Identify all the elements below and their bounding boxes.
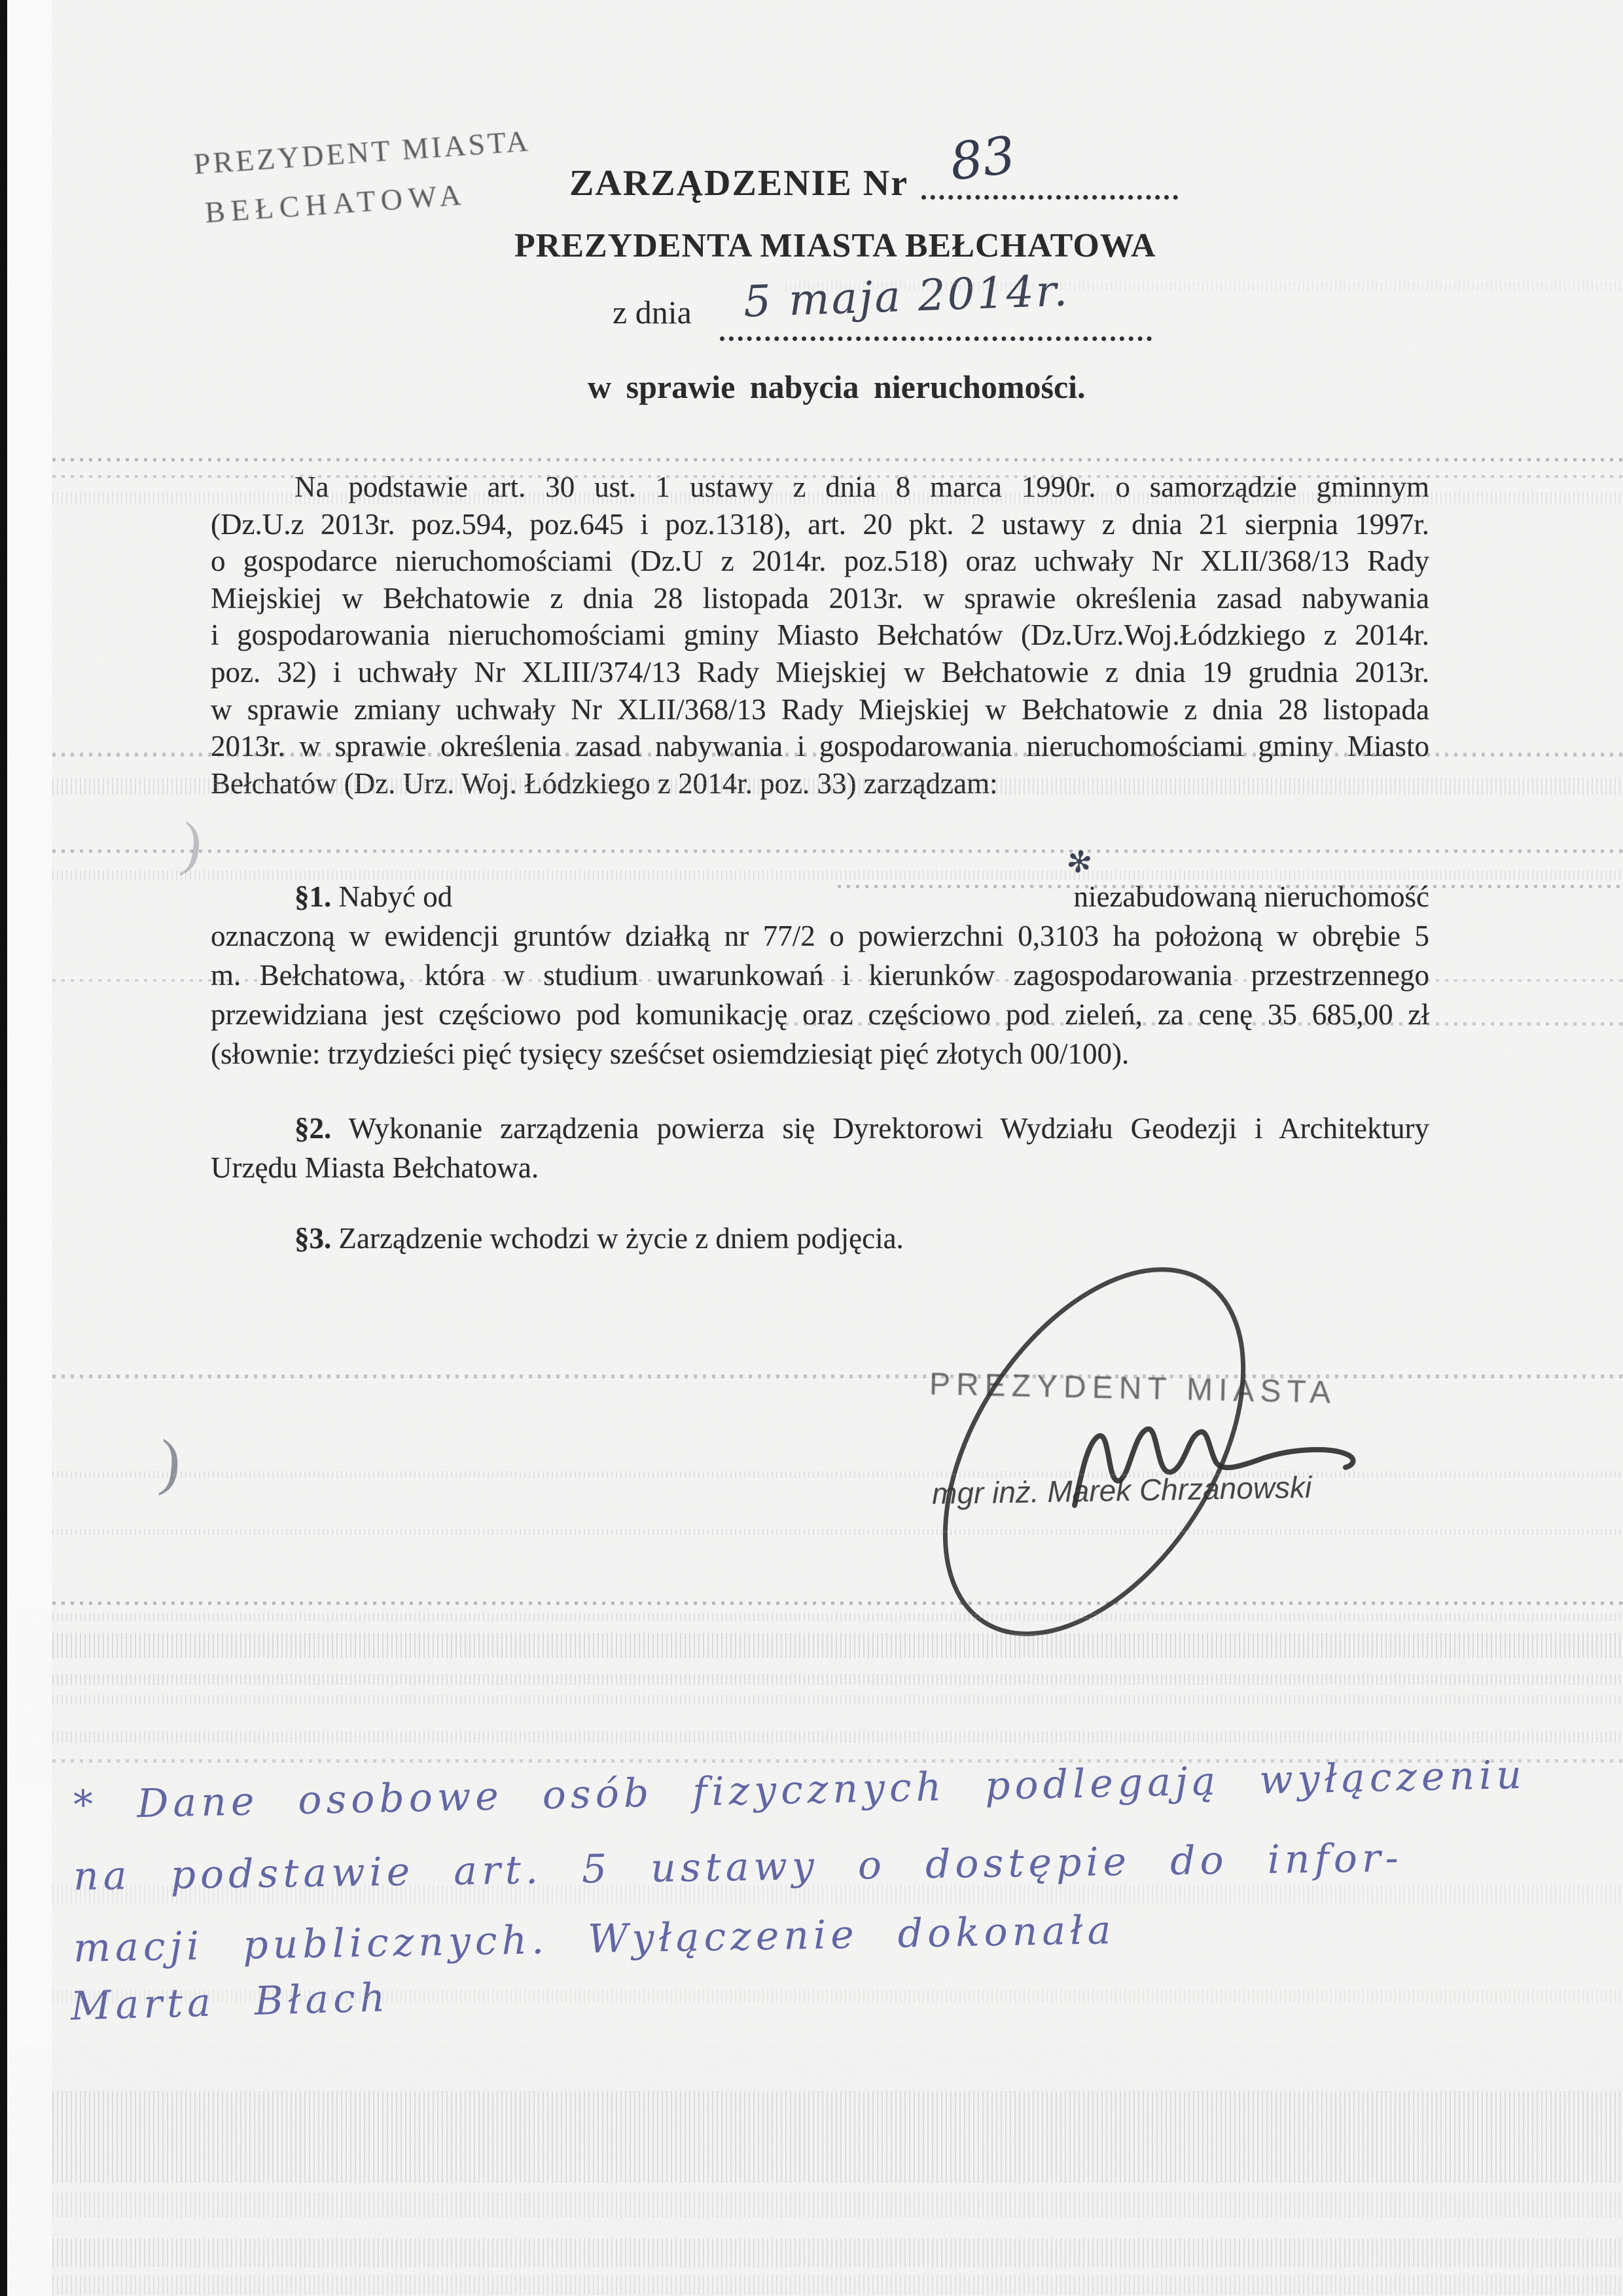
preamble-line: Na podstawie art. 30 ust. 1 ustawy z dnia 8 marca 1990r. o samorządzie gminnym [294,471,1429,503]
preamble-line: Miejskiej w Bełchatowie z dnia 28 listopada 2013r. w sprawie określenia zasad nabywania [211,581,1429,615]
ordinance-title: ZARZĄDZENIE Nr [569,163,909,204]
section-2-first-line [211,1109,1429,1148]
section-3-label: §3. [294,1222,332,1255]
scan-artifact-band [52,2238,1623,2267]
preamble-line: (Dz.U.z 2013r. poz.594, poz.645 i poz.1318), art. 20 pkt. 2 ustawy z dnia 21 sierpnia 1997r. [211,507,1429,541]
section-1-line: oznaczoną w ewidencji gruntów działką nr 77/2 o powierzchni 0,3103 ha położoną w obrębie 5 [211,920,1429,952]
preamble-line: 2013r. w sprawie określenia zasad nabywania i gospodarowania nieruchomościami gminy Miasto [211,730,1429,763]
scan-artifact-band [52,753,1623,757]
section-2-text: Wykonanie zarządzenia powierza się Dyrektorowi Wydziału Geodezji i Architektury [348,1112,1429,1145]
scan-artifact-band [52,458,1623,461]
footnote-handwritten-line: macji publicznych. Wyłączenie dokonała [73,1907,1116,1971]
preamble-line: w sprawie zmiany uchwały Nr XLII/368/13 Rady Miejskiej w Bełchatowie z dnia 28 listopada [211,692,1429,726]
section-1-label: §1. [294,880,332,913]
scan-artifact-band [52,492,1623,504]
scanner-edge-bar [0,0,7,2296]
scan-artifact-band [52,979,1623,982]
margin-pen-mark: ) [177,809,206,878]
section-1-first-line [211,877,1429,916]
scan-artifact-band [52,778,1623,795]
scan-artifact-band [52,1885,1623,1903]
redaction-asterisk-mark: ✻ [1063,842,1095,882]
preamble-line: o gospodarce nieruchomościami (Dz.U z 2014r. poz.518) oraz uchwały Nr XLII/368/13 Rady [211,545,1429,578]
preamble-line: poz. 32) i uchwały Nr XLIII/374/13 Rady Miejskiej w Bełchatowie z dnia 19 grudnia 2013r. [211,655,1429,689]
margin-pen-mark: ) [156,1426,184,1498]
date-handwritten: 5 maja 2014r. [742,265,1071,327]
preamble-line: Bełchatów (Dz. Urz. Woj. Łódzkiego z 2014r. poz. 33) zarządzam: [211,766,998,800]
preamble-line: i gospodarowania nieruchomościami gminy Miasto Bełchatów (Dz.Urz.Woj.Łódzkiego z 2014r. [211,619,1429,652]
section-2-second-line: Urzędu Miasta Bełchatowa. [211,1151,539,1184]
scan-artifact-band [52,1759,1623,1763]
section-2-label: §2. [294,1112,332,1145]
section-1-intro: Nabyć od [338,880,453,913]
office-stamp-line1: PREZYDENT MIASTA [192,124,532,181]
scan-artifact-band [52,1731,1623,1743]
subject-line: w sprawie nabycia nieruchomości. [588,368,1086,405]
signature-name: mgr inż. Marek Chrzanowski [931,1469,1312,1511]
preamble-paragraph [211,469,1429,802]
scan-artifact-band [52,1674,1623,1685]
office-stamp-line2: BEŁCHATOWA [204,177,468,229]
section-2 [211,1109,1429,1187]
scan-artifact-band [785,281,1623,291]
section-1 [211,877,1429,1073]
scan-artifact-band [52,2193,1623,2217]
scan-artifact-band [52,1374,1623,1378]
scan-artifact-band [52,1602,1623,1605]
footnote-handwritten-line: Marta Błach [70,1975,391,2030]
scan-artifact-band [52,2091,1623,2183]
scan-artifact-band [52,1471,1623,1478]
scan-artifact-band [52,1529,1623,1535]
scan-artifact-band [52,1695,1623,1704]
scan-artifact-band [838,885,1623,888]
scan-artifact-band [52,1613,1623,1621]
issuer-line: PREZYDENTA MIASTA BEŁCHATOWA [514,227,1156,264]
office-stamp [192,123,535,230]
scan-artifact-band [52,870,1623,880]
scan-artifact-band [52,2275,1623,2295]
section-1-lead [211,877,452,916]
scan-artifact-band [785,1022,1623,1026]
section-1-line: (słownie: trzydzieści pięć tysięcy sześćset osiemdziesiąt pięć złotych 00/100). [211,1037,1130,1070]
footnote-handwritten-line: na podstawie art. 5 ustawy o dostępie do infor- [73,1835,1404,1900]
scanner-margin-strip [7,0,52,2296]
section-3-line [211,1219,1429,1258]
section-1-line: przewidziana jest częściowo pod komunikację oraz częściowo pod zieleń, za cenę 35 685,00 zł [211,998,1429,1031]
scan-artifact-band [52,475,1623,478]
section-3 [211,1219,1429,1258]
ordinance-number-handwritten: 83 [946,126,1019,192]
section-1-right-text: niezabudowaną nieruchomość [1073,880,1429,913]
scan-artifact-band [52,850,1623,853]
footnote-handwritten-line: * Dane osobowe osób fizycznych podlegają wyłączeniu [73,1751,1527,1829]
scan-artifact-band [52,1990,1623,2003]
section-3-text: Zarządzenie wchodzi w życie z dniem podjęcia. [338,1222,904,1255]
signature-stamp-text: PREZYDENT MIASTA [929,1367,1337,1410]
scan-artifact-band [52,1633,1623,1658]
date-prefix: z dnia [613,294,692,331]
section-1-line: m. Bełchatowa, która w studium uwarunkowań i kierunków zagospodarowania przestrzennego [211,959,1429,992]
